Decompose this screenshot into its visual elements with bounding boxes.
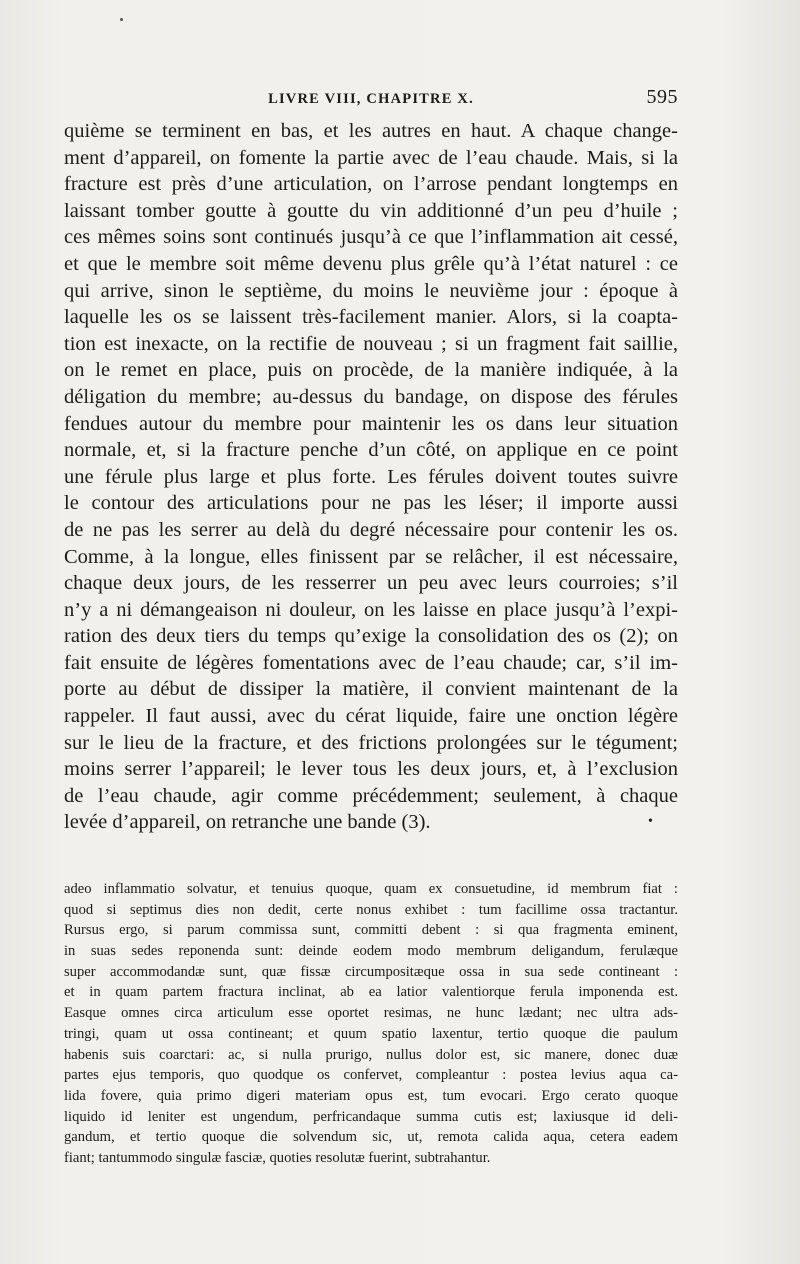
text-line: moins serrer l’appareil; le lever tous les deux jours, et, à l’exclusion xyxy=(64,758,678,781)
text-line: déligation du membre; au-dessus du bandage, on dispose des férules xyxy=(64,385,678,408)
running-head: LIVRE VIII, CHAPITRE X. xyxy=(268,91,474,107)
footnote-line: partes ejus temporis, quo quodque os confervet, compleantur : postea levius aqua ca- xyxy=(64,1067,678,1084)
text-line: fendues autour du membre pour maintenir les os dans leur situation xyxy=(64,412,678,435)
text-line: une férule plus large et plus forte. Les férules doivent toutes suivre xyxy=(64,465,678,488)
text-line: laquelle les os se laissent très-facilement manier. Alors, si la coapta- xyxy=(64,306,678,329)
footnote-line: fiant; tantummodo singulæ fasciæ, quoties resolutæ fuerint, subtrahantur. xyxy=(64,1149,491,1166)
text-line: fracture est près d’une articulation, on l’arrose pendant longtemps en xyxy=(64,173,678,196)
footnotes-block xyxy=(64,879,678,1169)
text-line: le contour des articulations pour ne pas les léser; il importe aussi xyxy=(64,492,678,515)
footnote-line: Easque omnes circa articulum esse oportet resimas, ne hunc lædant; nec ultra ads- xyxy=(64,1005,678,1022)
footnote-line: quod si septimus dies non dedit, certe nonus exhibet : tum facillime ossa tractantur. xyxy=(64,901,678,918)
footnote-line: Rursus ergo, si parum commissa sunt, committi debent : si qua fragmenta eminent, xyxy=(64,922,678,939)
text-line: laissant tomber goutte à goutte du vin additionné d’un peu d’huile ; xyxy=(64,199,678,222)
text-line: ment d’appareil, on fomente la partie avec de l’eau chaude. Mais, si la xyxy=(64,146,678,169)
bullet-mark: • xyxy=(648,814,653,829)
footnote-line: et in quam partem fractura inclinat, ab ea latior valentiorque ferula imponenda est. xyxy=(64,984,678,1001)
text-line: n’y a ni démangeaison ni douleur, on les laisse en place jusqu’à l’expi- xyxy=(64,598,678,621)
text-line: ration des deux tiers du temps qu’exige la consolidation des os (2); on xyxy=(64,625,678,648)
text-line: qui arrive, sinon le septième, du moins le neuvième jour : époque à xyxy=(64,279,678,302)
text-line: Comme, à la longue, elles finissent par se relâcher, il est nécessaire, xyxy=(64,545,678,568)
text-line: fait ensuite de légères fomentations avec de l’eau chaude; car, s’il im- xyxy=(64,651,678,674)
footnote-line: liquido id leniter est ungendum, perfricandaque summa cutis est; laxiusque id deli- xyxy=(64,1108,678,1125)
footnote-line: adeo inflammatio solvatur, et tenuius quoque, quam ex consuetudine, id membrum fiat : xyxy=(64,881,678,897)
footnote-line: lida fovere, quia primo digeri materiam opus est, tum evocari. Ergo cerato quoque xyxy=(64,1087,678,1104)
footnote-line: super accommodandæ sunt, quæ fissæ circumpositæque ossa in sua sede contineant : xyxy=(64,963,678,980)
page-number: 595 xyxy=(646,86,678,108)
text-line: quième se terminent en bas, et les autres en haut. A chaque change- xyxy=(64,120,678,142)
footnote-line: tringi, quam ut ossa contineant; et quum spatio laxentur, tertio quoque die paulum xyxy=(64,1025,678,1042)
print-speck xyxy=(120,18,123,21)
text-line: porte au début de dissiper la matière, il convient maintenant de la xyxy=(64,678,678,701)
footnote-line: gandum, et tertio quoque die solvendum sic, ut, remota calida aqua, cetera eadem xyxy=(64,1129,678,1146)
main-text-block xyxy=(64,118,678,836)
text-line: levée d’appareil, on retranche une bande (3). xyxy=(64,811,431,834)
text-line: chaque deux jours, de les resserrer un peu avec leurs courroies; s’il xyxy=(64,572,678,595)
text-line: on le remet en place, puis on procède, de la manière indiquée, à la xyxy=(64,359,678,382)
text-line: sur le lieu de la fracture, et des frictions prolongées sur le tégument; xyxy=(64,731,678,754)
text-line: normale, et, si la fracture penche d’un côté, on applique en ce point xyxy=(64,439,678,462)
footnote-line: habenis suis coarctari: ac, si nulla prurigo, nullus dolor est, sic manere, donec duæ xyxy=(64,1046,678,1063)
text-line: de ne pas les serrer au delà du degré nécessaire pour contenir les os. xyxy=(64,518,678,541)
text-line: et que le membre soit même devenu plus grêle qu’à l’état naturel : ce xyxy=(64,252,678,275)
text-line: rappeler. Il faut aussi, avec du cérat liquide, faire une onction légère xyxy=(64,705,678,728)
page-header xyxy=(64,86,678,112)
text-line: ces mêmes soins sont continués jusqu’à ce que l’inflammation ait cessé, xyxy=(64,226,678,249)
text-line: tion est inexacte, on la rectifie de nouveau ; si un fragment fait saillie, xyxy=(64,332,678,355)
text-line: de l’eau chaude, agir comme précédemment; seulement, à chaque xyxy=(64,784,678,807)
footnote-line: in suas sedes reponenda sunt: deinde eodem modo membrum deligandum, ferulæque xyxy=(64,943,678,960)
